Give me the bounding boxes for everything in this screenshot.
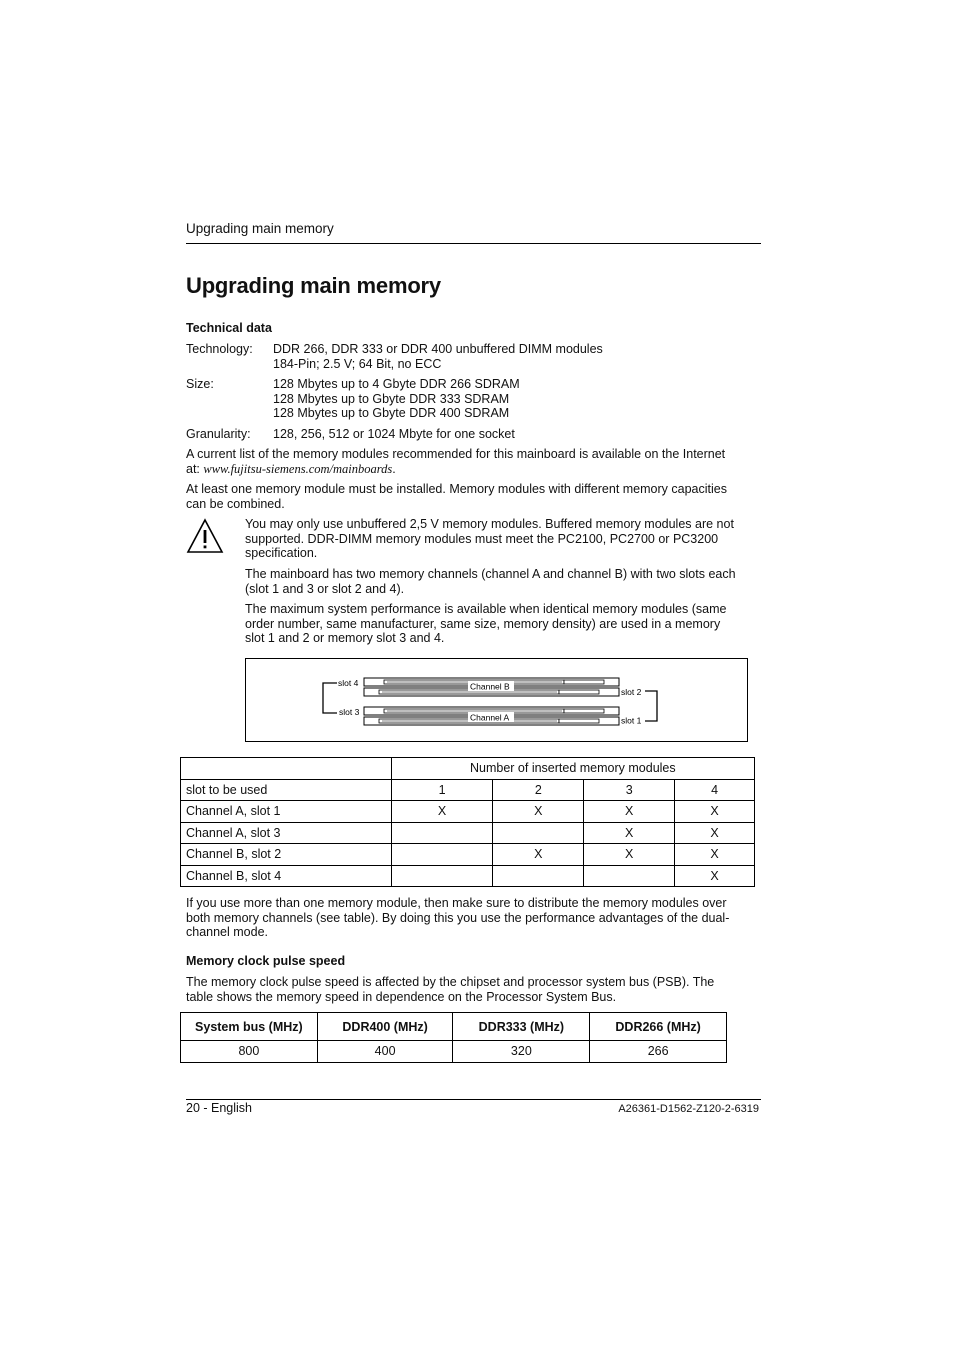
clock-speed-table [180, 1012, 727, 1063]
warning-note-3-line-3: slot 1 and 2 or memory slot 3 and 4. [245, 631, 445, 646]
module-list-suffix: . [392, 461, 396, 476]
technical-data-heading: Technical data [186, 321, 272, 335]
slot-2-label: slot 2 [621, 687, 642, 697]
technology-line-2: 184-Pin; 2.5 V; 64 Bit, no ECC [273, 356, 442, 371]
row-label: Channel B, slot 4 [181, 865, 392, 887]
clock-paragraph [186, 975, 758, 1004]
row-header-cell: slot to be used [181, 779, 392, 801]
warning-note-1 [245, 517, 760, 561]
clock-heading: Memory clock pulse speed [186, 954, 346, 968]
header-ddr400: DDR400 (MHz) [317, 1013, 453, 1041]
document-id: A26361-D1562-Z120-2-6319 [618, 1103, 759, 1115]
mainboards-link[interactable]: www.fujitsu-siemens.com/mainboards [203, 461, 393, 476]
size-label: Size: [186, 377, 214, 391]
table-cell: X [584, 801, 675, 823]
table-row [181, 822, 755, 844]
page-title: Upgrading main memory [186, 273, 441, 298]
row-label: Channel B, slot 2 [181, 844, 392, 866]
distribute-line-1: If you use more than one memory module, then make sure to distribute the memory modules over [186, 896, 727, 910]
table-row [181, 844, 755, 866]
header-rule [186, 243, 761, 244]
table-cell: X [584, 844, 675, 866]
warning-note-1-line-1: You may only use unbuffered 2,5 V memory modules. Buffered memory modules are not [245, 517, 734, 531]
running-header: Upgrading main memory [186, 221, 334, 236]
table-row [181, 801, 755, 823]
module-list-prefix: at: [186, 461, 204, 476]
page-number: 20 - English [186, 1101, 253, 1115]
warning-note-2 [245, 567, 760, 596]
inserted-modules-header: Number of inserted memory modules [391, 758, 754, 780]
table-cell: X [391, 801, 493, 823]
count-cell: 3 [584, 779, 675, 801]
value-ddr266: 266 [590, 1041, 727, 1063]
table-cell: X [675, 822, 755, 844]
distribute-line-2: both memory channels (see table). By doing this you use the performance advantages of the dual- [186, 910, 730, 925]
table-cell: X [675, 865, 755, 887]
warning-triangle-icon [186, 517, 224, 560]
count-cell: 2 [493, 779, 584, 801]
count-cell: 4 [675, 779, 755, 801]
value-ddr400: 400 [317, 1041, 453, 1063]
table-row [181, 1041, 727, 1063]
header-ddr266: DDR266 (MHz) [590, 1013, 727, 1041]
table-cell [391, 844, 493, 866]
row-label: Channel A, slot 3 [181, 822, 392, 844]
table-cell: X [584, 822, 675, 844]
warning-note-2-line-2: (slot 1 and 3 or slot 2 and 4). [245, 581, 405, 596]
channel-b-label: Channel B [470, 681, 510, 692]
clock-line-2: table shows the memory speed in dependence on the Processor System Bus. [186, 989, 617, 1004]
table-cell: X [675, 801, 755, 823]
warning-note-1-line-3: specification. [245, 546, 318, 561]
size-line-1: 128 Mbytes up to 4 Gbyte DDR 266 SDRAM [273, 377, 520, 391]
table-cell: X [493, 844, 584, 866]
table-corner-cell [181, 758, 392, 780]
min-module-line-1: At least one memory module must be installed. Memory modules with different memory capacities [186, 482, 727, 496]
warning-note-2-line-1: The mainboard has two memory channels (channel A and channel B) with two slots each [245, 567, 736, 581]
count-cell: 1 [391, 779, 493, 801]
row-label: Channel A, slot 1 [181, 801, 392, 823]
granularity-label: Granularity: [186, 427, 251, 441]
table-row [181, 779, 755, 801]
table-cell [391, 865, 493, 887]
table-cell [391, 822, 493, 844]
header-ddr333: DDR333 (MHz) [453, 1013, 590, 1041]
warning-note-3-line-1: The maximum system performance is available when identical memory modules (same [245, 602, 727, 616]
table-cell: X [493, 801, 584, 823]
table-cell [584, 865, 675, 887]
granularity-line-1: 128, 256, 512 or 1024 Mbyte for one socket [273, 427, 515, 441]
clock-header-row [181, 1013, 727, 1041]
technology-line-1: DDR 266, DDR 333 or DDR 400 unbuffered DIMM modules [273, 342, 603, 356]
value-ddr333: 320 [453, 1041, 590, 1063]
min-module-line-2: can be combined. [186, 496, 285, 511]
table-header-row [181, 758, 755, 780]
warning-note-3 [245, 602, 760, 646]
footer-rule [186, 1099, 761, 1100]
warning-note-3-line-2: order number, same manufacturer, same size, memory density) are used in a memory [245, 616, 721, 631]
table-row [181, 865, 755, 887]
distribute-line-3: channel mode. [186, 925, 269, 940]
slot-3-label: slot 3 [339, 707, 360, 717]
module-list-paragraph [186, 447, 758, 476]
channel-a-label: Channel A [470, 712, 510, 723]
table-cell [493, 822, 584, 844]
min-module-paragraph [186, 482, 758, 511]
value-system-bus: 800 [181, 1041, 318, 1063]
size-line-3: 128 Mbytes up to Gbyte DDR 400 SDRAM [273, 405, 510, 420]
technology-label: Technology: [186, 342, 253, 356]
table-cell [493, 865, 584, 887]
slot-4-label: slot 4 [338, 678, 359, 688]
table-cell: X [675, 844, 755, 866]
slot-usage-table [180, 757, 755, 887]
module-list-line-1: A current list of the memory modules recommended for this mainboard is available on the Internet [186, 447, 726, 461]
size-line-2: 128 Mbytes up to Gbyte DDR 333 SDRAM [273, 391, 510, 406]
distribute-paragraph [186, 896, 758, 940]
memory-slot-diagram [245, 658, 748, 742]
slot-1-label: slot 1 [621, 715, 642, 726]
header-system-bus: System bus (MHz) [181, 1013, 318, 1041]
clock-line-1: The memory clock pulse speed is affected by the chipset and processor system bus (PSB). The [186, 975, 715, 989]
warning-note-1-line-2: supported. DDR-DIMM memory modules must meet the PC2100, PC2700 or PC3200 [245, 531, 719, 546]
